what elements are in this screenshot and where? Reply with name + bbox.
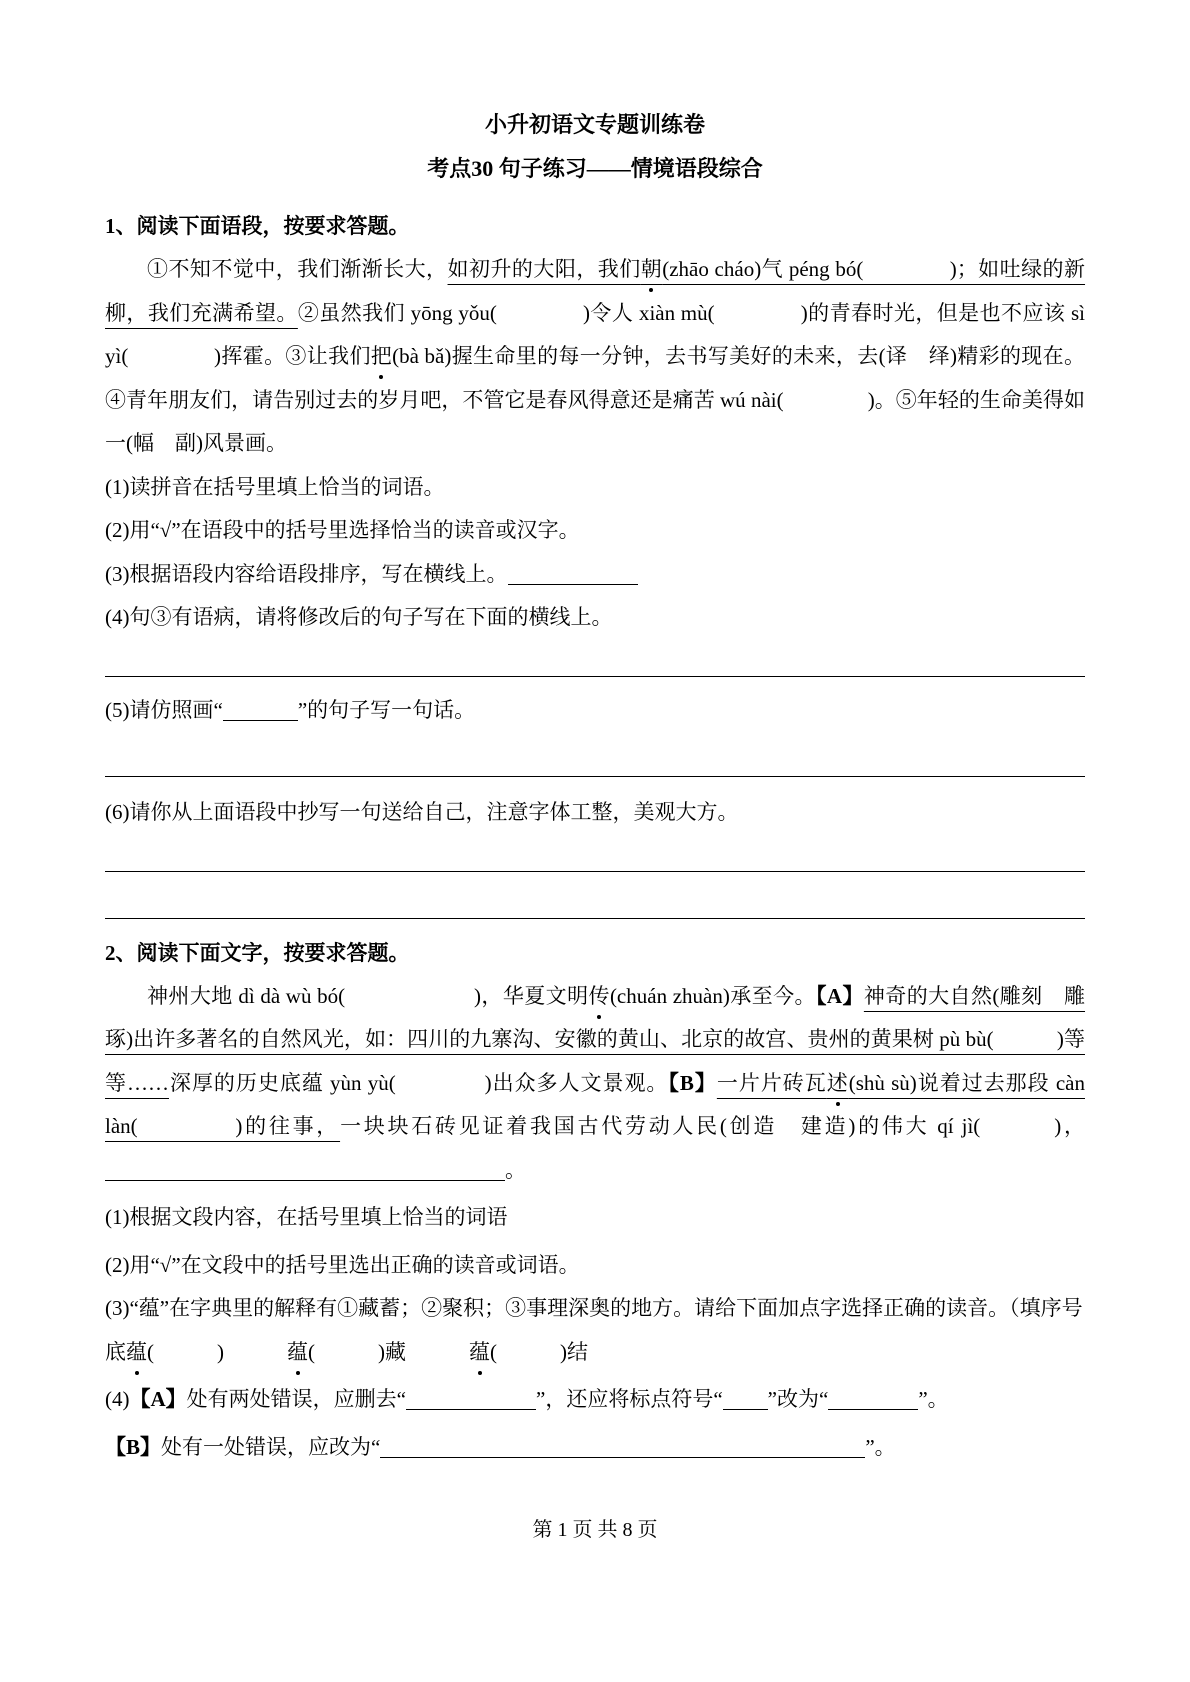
answer-blank <box>723 1405 768 1410</box>
underlined-segment: 如初升的大阳，我们 <box>447 257 641 281</box>
tag-a-label: 【A】 <box>129 1387 187 1411</box>
answer-blank <box>828 1405 918 1410</box>
q2-item-3-words <box>105 1331 1085 1375</box>
passage-segment: ①不知不觉中，我们渐渐长大， <box>147 257 448 281</box>
answer-blank <box>380 1453 865 1458</box>
underlined-segment: 一片片砖瓦 <box>716 1070 827 1095</box>
item-text: (4) <box>105 1387 130 1411</box>
item-text: ”的句子写一句话。 <box>297 697 476 722</box>
tag-a-label: 【A】 <box>815 983 864 1008</box>
item-text: 处有两处错误，应删去“ <box>186 1387 406 1411</box>
answer-blank <box>406 1405 536 1410</box>
q1-item-4: (4)句③有语病，请将修改后的句子写在下面的横线上。 <box>105 605 613 629</box>
passage-segment: (chuán zhuàn)承至今。 <box>609 983 816 1008</box>
dotted-char: 蕴 <box>287 1339 308 1364</box>
q1-passage <box>105 248 1085 466</box>
q1-item-1: (1)读拼音在括号里填上恰当的词语。 <box>105 474 445 499</box>
dotted-char: 蕴 <box>126 1339 147 1364</box>
dotted-char: 把 <box>370 344 393 368</box>
answer-blank <box>508 580 638 585</box>
q2-item-4b <box>105 1426 1085 1470</box>
answer-line <box>105 918 1085 919</box>
q2-passage <box>105 975 1085 1193</box>
underlined-segment: (shù sù)说着过去那段 càn làn( )的往事， <box>105 1070 1085 1138</box>
item-text: ”。 <box>865 1434 896 1459</box>
passage-segment: 。 <box>505 1157 526 1182</box>
q2-item-4 <box>105 1378 1085 1422</box>
dotted-char: 蕴 <box>469 1339 490 1364</box>
underlined-segment: (zhāo cháo)气 péng bó( )；如吐绿的新柳，我们充满希望。 <box>105 257 1086 325</box>
dotted-char: 述 <box>826 1070 849 1095</box>
passage-segment: 神州大地 dì dà wù bó( )，华夏文明 <box>147 983 589 1008</box>
passage-segment: 深厚的历史底蕴 yùn yù( )出众多人文景观。 <box>168 1070 669 1095</box>
answer-line <box>105 676 1085 677</box>
dotted-char: 朝 <box>640 257 663 281</box>
q1-item-2: (2)用“√”在语段中的括号里选择恰当的读音或汉字。 <box>105 518 580 542</box>
passage-segment: 一块块石砖见证着我国古代劳动人民(创造 建造)的伟大 qí jì( )， <box>340 1114 1085 1138</box>
underlined-segment: 神奇的大自然(雕刻 雕琢)出许多著名的自然风光，如：四川的九寨沟、安徽的黄山、北京的故宫、贵州的黄果树 pù bù( )等等…… <box>105 983 1086 1095</box>
item-text: ”改为“ <box>767 1387 829 1411</box>
page-footer: 第 1 页 共 8 页 <box>532 1519 658 1541</box>
word-text: 底 <box>105 1339 126 1364</box>
page-subtitle: 考点30 句子练习——情境语段综合 <box>427 156 763 181</box>
q1-item-3 <box>105 553 1085 597</box>
item-text: ”。 <box>918 1387 949 1411</box>
item-text: (5)请仿照画“ <box>105 697 223 722</box>
tag-b-label: 【B】 <box>105 1434 162 1459</box>
item-text: ”，还应将标点符号“ <box>536 1387 723 1411</box>
answer-line <box>105 871 1085 872</box>
word-text: ( ) <box>147 1339 287 1364</box>
passage-segment: (bà bǎ)握生命里的每一分钟，去书写美好的未来，去(译 绎)精彩的现在。④青年朋友们，请告别过去的岁月吧，不管它是春风得意还是痛苦 wú nài( )。⑤年轻的生命美得如一(幅 副)风景画。 <box>105 344 1085 455</box>
answer-blank <box>105 1176 505 1181</box>
q1-item-6: (6)请你从上面语段中抄写一句送给自己，注意字体工整，美观大方。 <box>105 800 739 824</box>
item-text: 处有一处错误，应改为“ <box>161 1434 381 1459</box>
answer-line <box>105 776 1085 777</box>
page-title: 小升初语文专题训练卷 <box>484 112 705 137</box>
passage-segment: ②虽然我们 yōng yǒu( )令人 xiàn mù( )的青春时光，但是也不应该 sì yì( )挥霍。③让我们 <box>105 300 1086 368</box>
q2-item-2: (2)用“√”在文段中的括号里选出正确的读音或词语。 <box>105 1252 580 1277</box>
q2-item-3: (3)“蕴”在字典里的解释有①藏蓄；②聚积；③事理深奥的地方。请给下面加点字选择正确的读音。（填序号 <box>105 1296 1083 1320</box>
q2-heading: 2、阅读下面文字，按要求答题。 <box>105 940 410 965</box>
q1-item-5 <box>105 689 1085 733</box>
q2-item-1: (1)根据文段内容，在括号里填上恰当的词语 <box>105 1205 508 1229</box>
dotted-char: 传 <box>588 983 610 1008</box>
word-text: ( )藏 <box>308 1339 469 1364</box>
q1-heading: 1、阅读下面语段，按要求答题。 <box>105 214 410 238</box>
tag-b-label: 【B】 <box>668 1070 717 1095</box>
answer-blank <box>223 716 298 721</box>
item-text: (3)根据语段内容给语段排序，写在横线上。 <box>105 561 508 586</box>
word-text: ( )结 <box>490 1339 588 1364</box>
